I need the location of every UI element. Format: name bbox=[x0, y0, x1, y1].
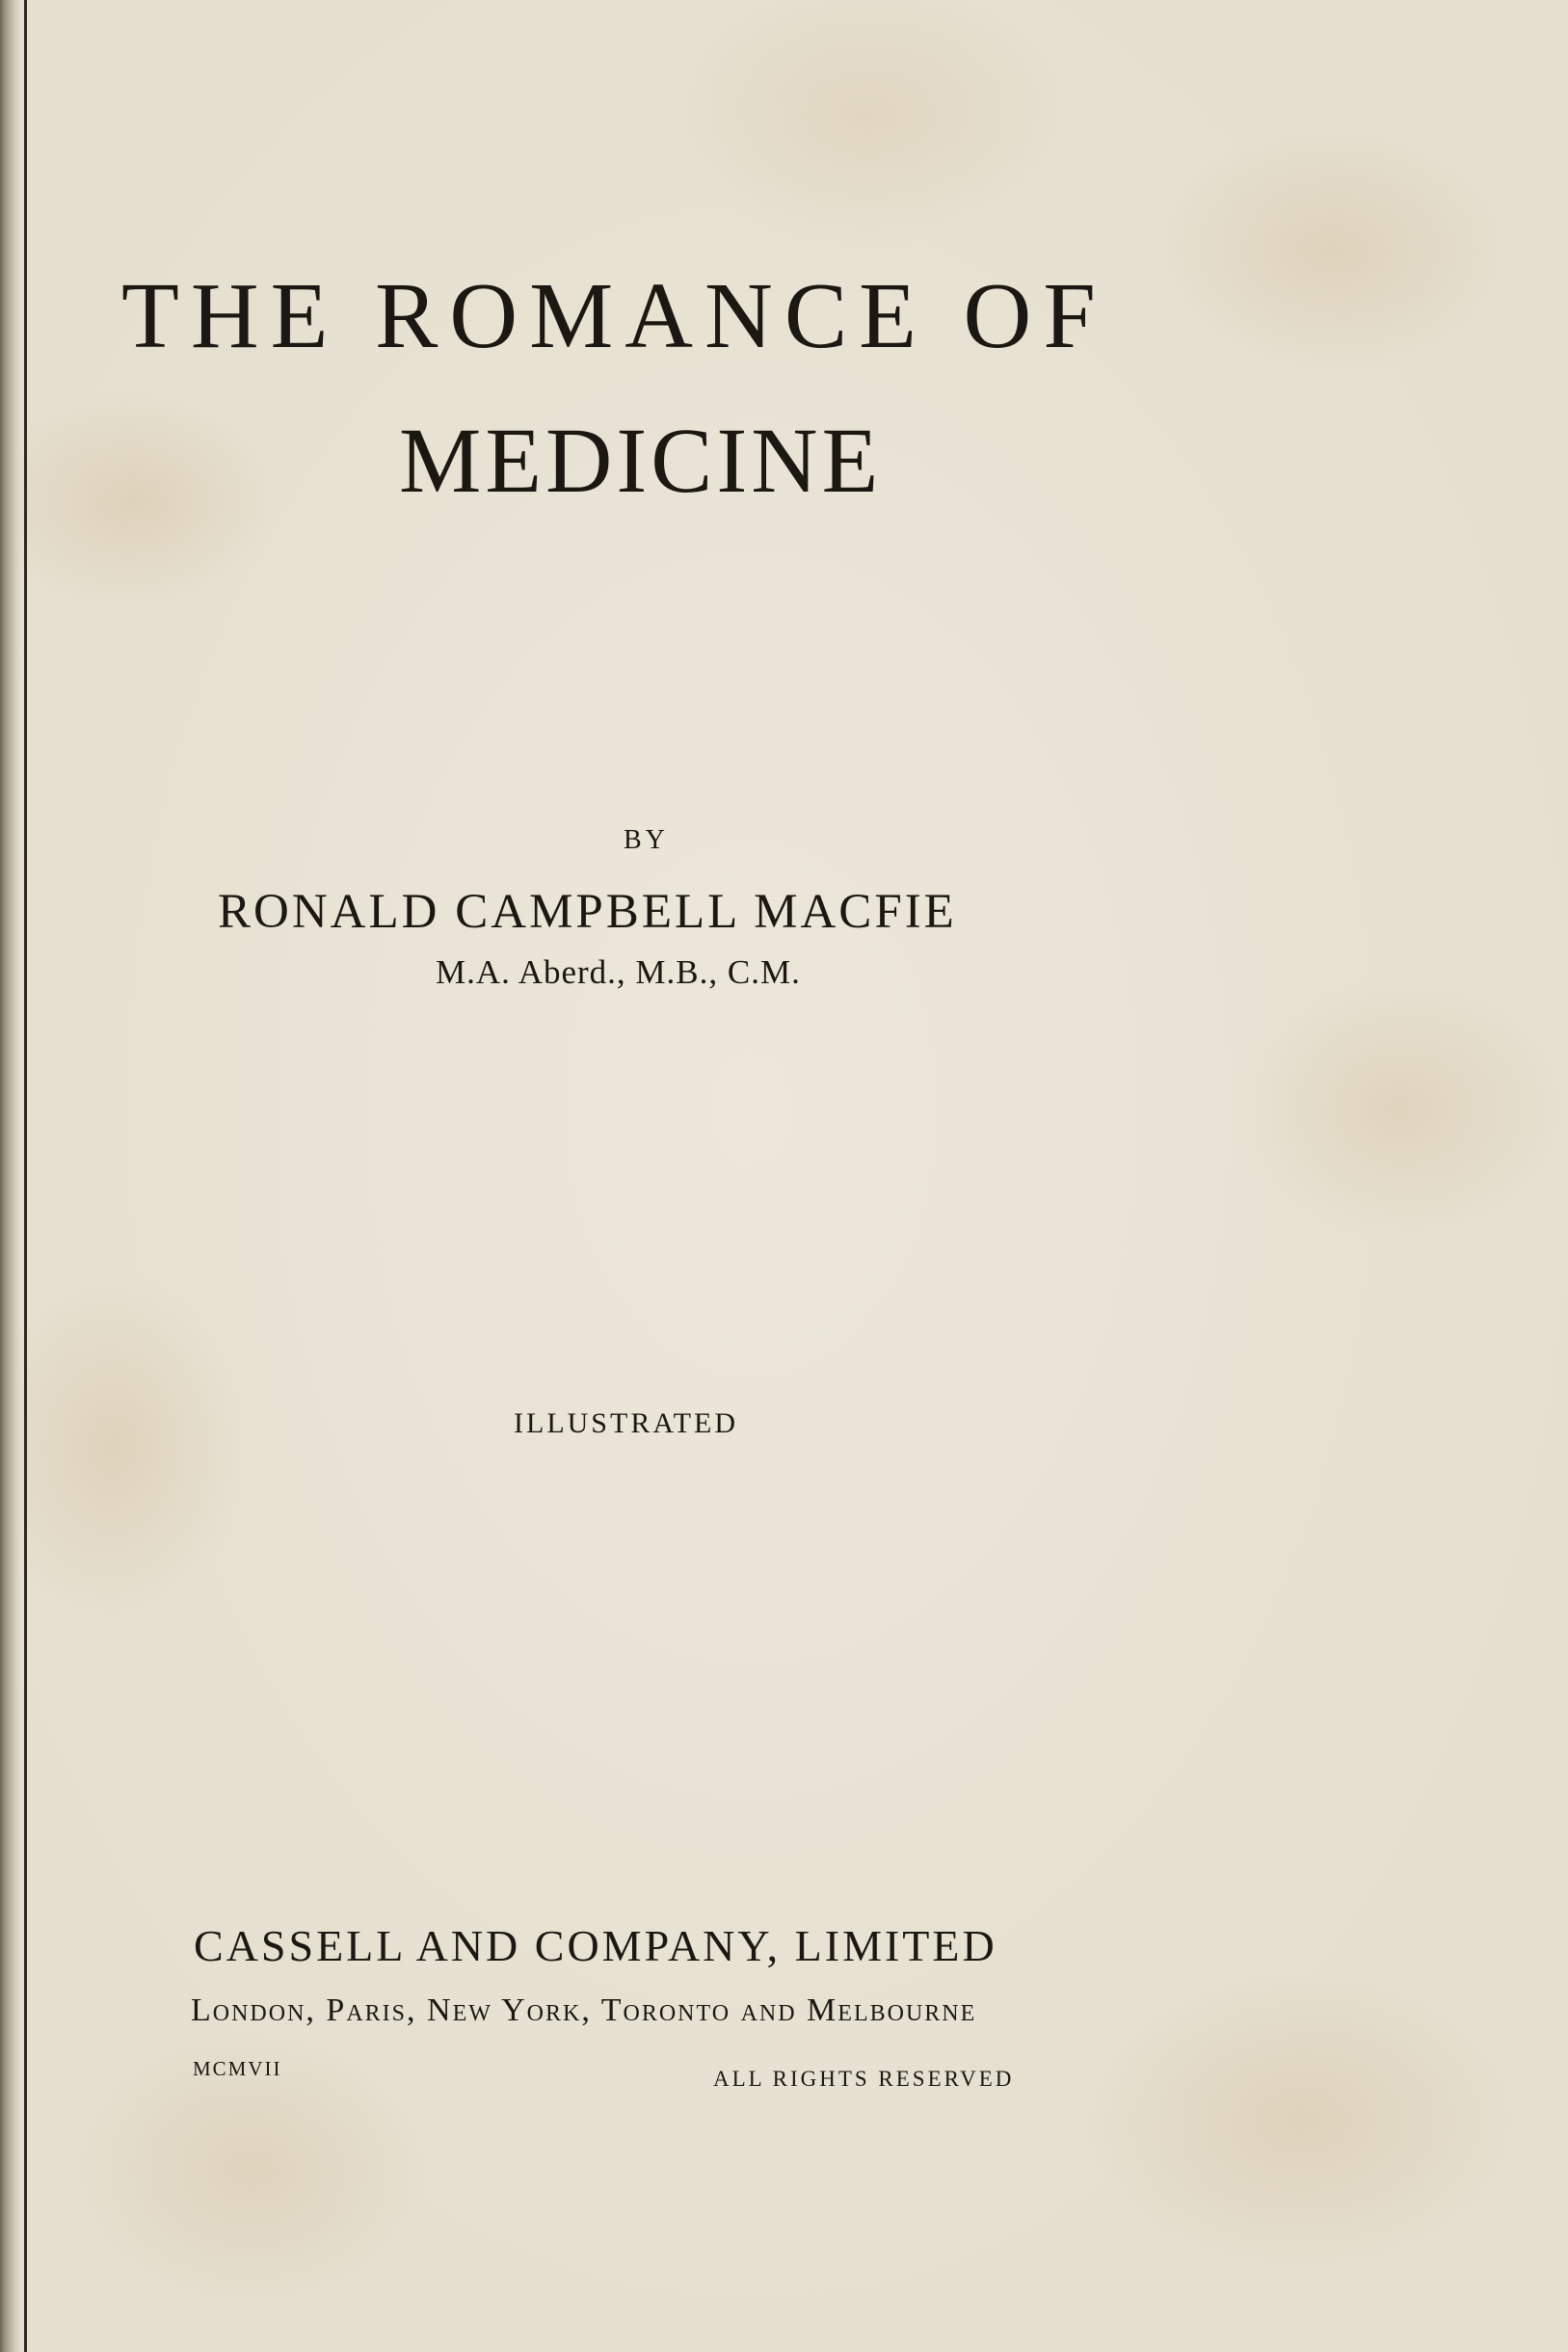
book-title-line-2: MEDICINE bbox=[399, 409, 883, 512]
author-degrees: M.A. Aberd., M.B., C.M. bbox=[436, 953, 801, 991]
publisher-cities: London, Paris, New York, Toronto and Melbourne bbox=[191, 1992, 977, 2028]
illustrated-note: ILLUSTRATED bbox=[514, 1407, 738, 1439]
rights-notice: ALL RIGHTS RESERVED bbox=[713, 2067, 1015, 2091]
binding-rule bbox=[24, 0, 27, 2352]
binding-edge bbox=[0, 0, 21, 2352]
byline-by: BY bbox=[624, 825, 669, 855]
publisher-name: CASSELL AND COMPANY, LIMITED bbox=[194, 1921, 997, 1970]
author-name: RONALD CAMPBELL MACFIE bbox=[218, 885, 957, 939]
book-title-line-1: THE ROMANCE OF bbox=[121, 264, 1107, 368]
publication-year: MCMVII bbox=[193, 2057, 282, 2080]
